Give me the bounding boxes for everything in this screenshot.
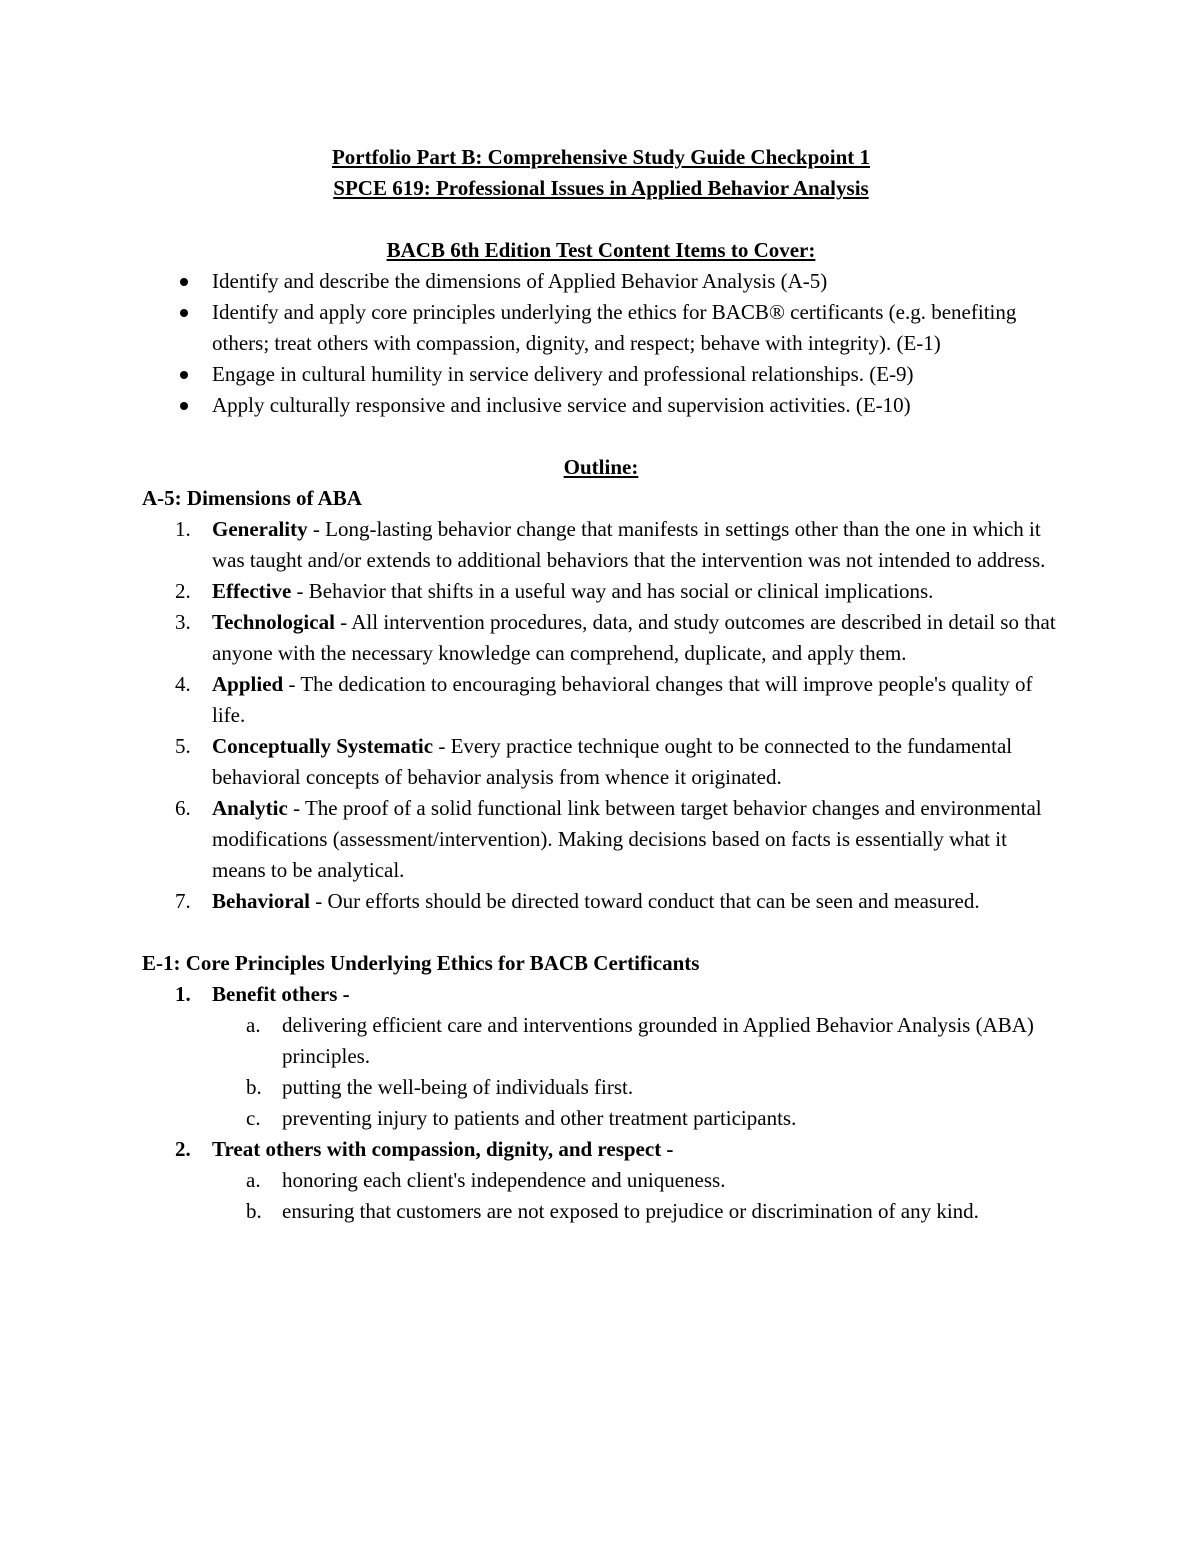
list-item: 3. Technological - All intervention procedures, data, and study outcomes are described in detail so that anyone with the necessary knowledge can comprehend, duplicate, and apply them. [175, 610, 1056, 665]
list-item: Apply culturally responsive and inclusive service and supervision activities. (E-10) [142, 390, 1060, 421]
bullet-icon [180, 278, 188, 286]
sub-list [142, 1165, 1060, 1227]
bullet-icon [180, 371, 188, 379]
sub-list-item: a. honoring each client's independence and uniqueness. [246, 1168, 726, 1192]
sub-list-item: b. ensuring that customers are not exposed to prejudice or discrimination of any kind. [246, 1199, 979, 1223]
list-item: 5. Conceptually Systematic - Every practice technique ought to be connected to the fundamental behavioral concepts of behavior analysis from whence it originated. [175, 734, 1013, 789]
sub-list-item: c. preventing injury to patients and other treatment participants. [246, 1106, 797, 1130]
list-item: 1. Benefit others - a. delivering efficient care and interventions grounded in Applied Behavior Analysis (ABA) principles. b. putting the well-being of individuals first. c. preventing injury to patients and other treatment participants. [142, 979, 1060, 1134]
dimensions-list [142, 514, 1060, 917]
bullet-icon [180, 402, 188, 410]
list-item: Identify and describe the dimensions of Applied Behavior Analysis (A-5) [142, 266, 1060, 297]
content-items-list [142, 266, 1060, 421]
section-heading-a5: A-5: Dimensions of ABA [142, 486, 362, 510]
document-title: Portfolio Part B: Comprehensive Study Guide Checkpoint 1 [331, 145, 871, 169]
sub-list-item: a. delivering efficient care and interventions grounded in Applied Behavior Analysis (ABA) principles. [246, 1013, 1034, 1068]
bullet-icon [180, 309, 188, 317]
document-header [142, 142, 1060, 204]
sub-list [142, 1010, 1060, 1134]
list-item: 6. Analytic - The proof of a solid functional link between target behavior changes and environmental modifications (assessment/intervention). Making decisions based on facts is essentially what it means to be analytical. [175, 796, 1042, 882]
list-item: 1. Generality - Long-lasting behavior change that manifests in settings other than the one in which it was taught and/or extends to additional behaviors that the intervention was not intended to address. [175, 517, 1046, 572]
course-title: SPCE 619: Professional Issues in Applied Behavior Analysis [333, 176, 869, 200]
sub-list-item: b. putting the well-being of individuals first. [246, 1075, 634, 1099]
content-items-heading: BACB 6th Edition Test Content Items to Cover: [386, 238, 816, 262]
ethics-list [142, 979, 1060, 1227]
list-item: Engage in cultural humility in service delivery and professional relationships. (E-9) [142, 359, 1060, 390]
list-item: 7. Behavioral - Our efforts should be directed toward conduct that can be seen and measured. [175, 889, 980, 913]
list-item: 2. Treat others with compassion, dignity, and respect - a. honoring each client's independence and uniqueness. b. ensuring that customers are not exposed to prejudice or discrimination of any kind. [142, 1134, 1060, 1227]
outline-heading: Outline: [563, 455, 639, 479]
list-item: Identify and apply core principles underlying the ethics for BACB® certificants (e.g. benefiting others; treat others with compassion, dignity, and respect; behave with integrity). (E-1) [142, 297, 1060, 359]
list-item: 4. Applied - The dedication to encouraging behavioral changes that will improve people's quality of life. [175, 672, 1033, 727]
section-heading-e1: E-1: Core Principles Underlying Ethics for BACB Certificants [142, 951, 700, 975]
list-item: 2. Effective - Behavior that shifts in a useful way and has social or clinical implications. [175, 579, 934, 603]
